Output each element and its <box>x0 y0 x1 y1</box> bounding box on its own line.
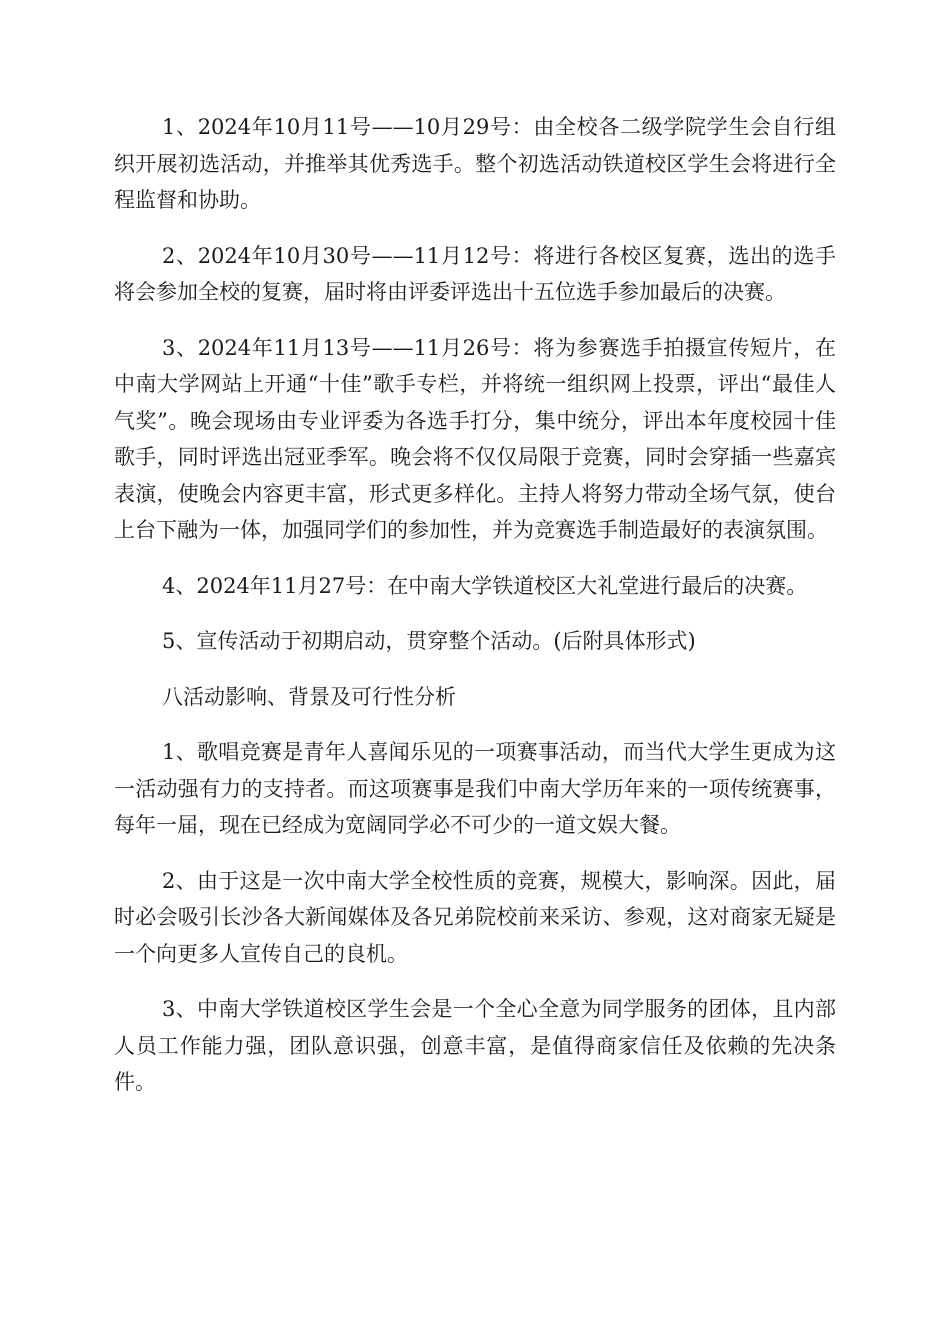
section-heading: 八活动影响、背景及可行性分析 <box>162 684 456 709</box>
analysis-item-3: 3、中南大学铁道校区学生会是一个全心全意为同学服务的团体，且内部人员工作能力强，团队意识强，创意丰富，是值得商家信任及依赖的先决条件。 <box>114 997 836 1094</box>
schedule-item-2: 2、2024年10月30号——11月12号：将进行各校区复赛，选出的选手将会参加全校的复赛，届时将由评委评选出十五位选手参加最后的决赛。 <box>114 243 836 304</box>
document-body <box>114 109 836 1120</box>
analysis-item-1: 1、歌唱竞赛是青年人喜闻乐见的一项赛事活动，而当代大学生更成为这一活动强有力的支持者。而这项赛事是我们中南大学历年来的一项传统赛事，每年一届，现在已经成为宽阔同学必不可少的一道文娱大餐。 <box>114 740 836 837</box>
schedule-item-5: 5、宣传活动于初期启动，贯穿整个活动。(后附具体形式) <box>162 629 696 653</box>
schedule-item-4: 4、2024年11月27号：在中南大学铁道校区大礼堂进行最后的决赛。 <box>162 573 808 598</box>
schedule-item-3: 3、2024年11月13号——11月26号：将为参赛选手拍摄宣传短片，在中南大学网站上开通“十佳”歌手专栏，并将统一组织网上投票，评出“最佳人气奖”。晚会现场由专业评委为各选手打分，集中统分，评出本年度校园十佳歌手，同时评选出冠亚季军。晚会将不仅仅局限于竞赛，同时会穿插一些嘉宾表演，使晚会内容更丰富，形式更多样化。主持人将努力带动全场气氛，使台上台下融为一体，加强同学们的参加性，并为竞赛选手制造最好的表演氛围。 <box>114 335 836 542</box>
schedule-item-1: 1、2024年10月11号——10月29号：由全校各二级学院学生会自行组织开展初选活动，并推举其优秀选手。整个初选活动铁道校区学生会将进行全程监督和协助。 <box>114 115 836 212</box>
analysis-item-2: 2、由于这是一次中南大学全校性质的竞赛，规模大，影响深。因此，届时必会吸引长沙各大新闻媒体及各兄弟院校前来采访、参观，这对商家无疑是一个向更多人宣传自己的良机。 <box>114 868 836 966</box>
